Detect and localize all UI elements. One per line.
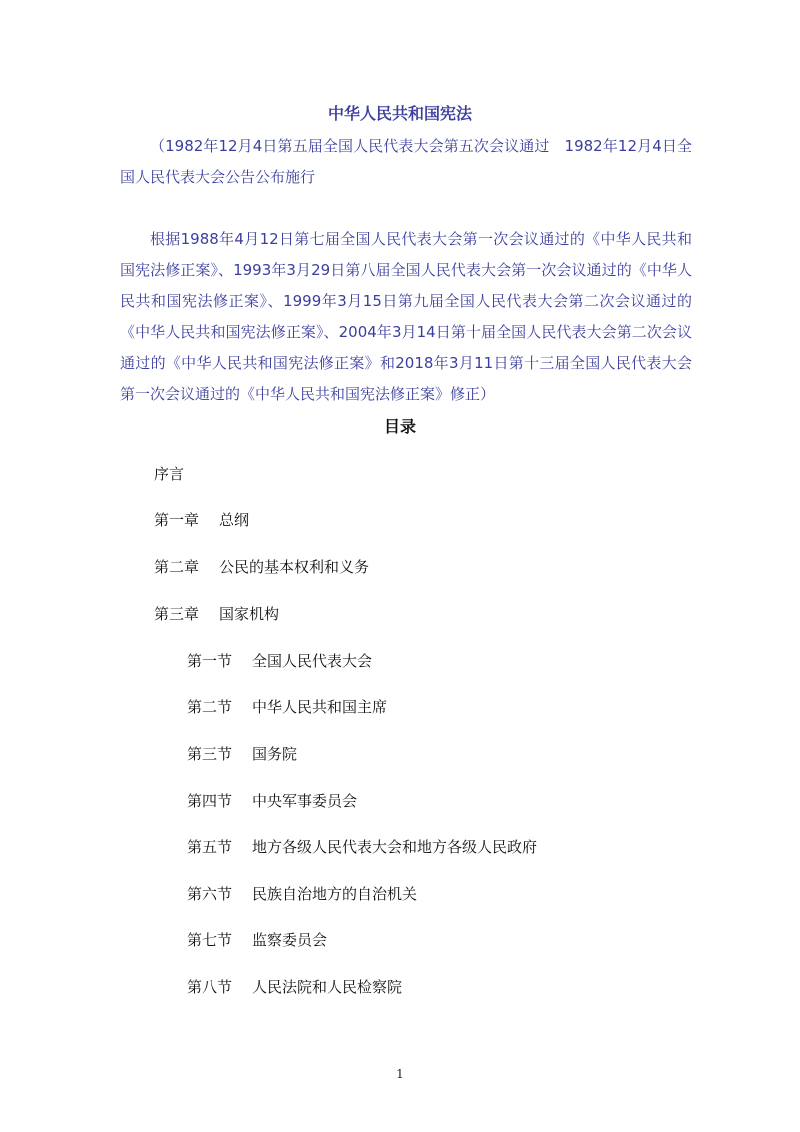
toc-entry-number: 第八节	[187, 978, 233, 996]
toc-entry-number: 第五节	[187, 838, 233, 856]
page-number: 1	[396, 1067, 404, 1081]
toc-entry-label: 序言	[154, 465, 185, 483]
toc-entry-title: 民族自治地方的自治机关	[252, 885, 418, 903]
toc-entry-number: 第二章	[154, 558, 200, 576]
toc-entry-chapter-3[interactable]	[154, 604, 279, 624]
adoption-note: （1982年12月4日第五届全国人民代表大会第五次会议通过 1982年12月4日全国人民代表大会公告公布施行	[120, 137, 692, 186]
toc-entry-title: 地方各级人民代表大会和地方各级人民政府	[252, 838, 538, 856]
toc-entry-section-1[interactable]	[187, 651, 372, 671]
toc-entry-number: 第一节	[187, 652, 233, 670]
toc-entry-chapter-2[interactable]	[154, 557, 369, 577]
toc-entry-title: 人民法院和人民检察院	[252, 978, 403, 996]
toc-entry-section-4[interactable]	[187, 791, 357, 811]
toc-entry-number: 第三章	[154, 605, 200, 623]
toc-entry-section-5[interactable]	[187, 837, 537, 857]
toc-entry-title: 国家机构	[219, 605, 280, 623]
toc-entry-title: 总纲	[219, 511, 250, 529]
toc-entry-number: 第七节	[187, 931, 233, 949]
toc-entry-preamble[interactable]	[154, 464, 184, 484]
toc-entry-section-2[interactable]	[187, 697, 387, 717]
toc-entry-number: 第三节	[187, 745, 233, 763]
toc-entry-title: 国务院	[252, 745, 298, 763]
toc-entry-title: 全国人民代表大会	[252, 652, 373, 670]
toc-entry-title: 公民的基本权利和义务	[219, 558, 370, 576]
toc-entry-title: 中华人民共和国主席	[252, 698, 388, 716]
toc-entry-section-7[interactable]	[187, 930, 327, 950]
toc-entry-section-3[interactable]	[187, 744, 297, 764]
toc-entry-title: 中央军事委员会	[252, 792, 358, 810]
document-title: 中华人民共和国宪法	[327, 104, 472, 123]
toc-entry-number: 第六节	[187, 885, 233, 903]
toc-entry-number: 第四节	[187, 792, 233, 810]
toc-entry-chapter-1[interactable]	[154, 510, 249, 530]
toc-entry-number: 第一章	[154, 511, 200, 529]
toc-heading: 目录	[383, 417, 416, 436]
toc-entry-section-8[interactable]	[187, 977, 402, 997]
toc-entry-section-6[interactable]	[187, 884, 417, 904]
amendment-note: 根据1988年4月12日第七届全国人民代表大会第一次会议通过的《中华人民共和国宪法修正案》、1993年3月29日第八届全国人民代表大会第一次会议通过的《中华人民共和国宪法修正案》、1999年3月15日第九届全国人民代表大会第二次会议通过的《中华人民共和国宪法修正案》、2004年3月14日第十届全国人民代表大会第二次会议通过的《中华人民共和国宪法修正案》和2018年3月11日第十三届全国人民代表大会第一次会议通过的《中华人民共和国宪法修正案》修正）	[120, 230, 692, 403]
toc-entry-title: 监察委员会	[252, 931, 328, 949]
toc-entry-number: 第二节	[187, 698, 233, 716]
